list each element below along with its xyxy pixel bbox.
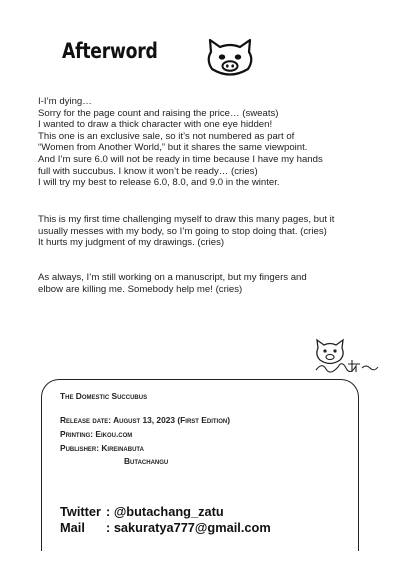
paragraph-line: “Women from Another World,” but it shares the same viewpoint. xyxy=(38,142,308,154)
publisher-info: Publisher: Kireinabuta xyxy=(60,442,144,453)
book-title: The Domestic Succubus xyxy=(60,391,148,401)
printing-info: Printing: Eikou.com xyxy=(60,428,133,439)
afterword-header xyxy=(62,36,262,86)
release-date: Release date: August 13, 2023 (First Edition) xyxy=(60,415,230,425)
paragraph-line: elbow are killing me. Somebody help me! (cries) xyxy=(38,283,243,295)
mail-label: Mail xyxy=(60,520,85,535)
paragraph-line: This one is an exclusive sale, so it’s not numbered as part of xyxy=(38,130,295,142)
mail-line xyxy=(60,520,271,536)
afterword-paragraph-1 xyxy=(38,96,323,189)
mail-address: : sakuratya777@gmail.com xyxy=(106,520,271,535)
paragraph-line: Sorry for the page count and raising the price… (sweats) xyxy=(38,107,279,119)
paragraph-line: full with succubus. I know it won’t be ready… (cries) xyxy=(38,165,258,177)
publisher-info-2: Butachangu xyxy=(124,456,169,467)
twitter-label: Twitter xyxy=(60,504,101,519)
paragraph-line: usually messes with my body, so I’m going to stop doing that. (cries) xyxy=(38,225,327,237)
paragraph-line: And I’m sure 6.0 will not be ready in time because I have my hands xyxy=(38,153,323,165)
twitter-line xyxy=(60,504,271,520)
paragraph-line: It hurts my judgment of my drawings. (cries) xyxy=(38,237,225,249)
pig-face-icon xyxy=(204,36,256,80)
pig-signature-icon xyxy=(312,336,382,378)
paragraph-line: This is my first time challenging myself to draw this many pages, but it xyxy=(38,214,335,225)
colophon-box xyxy=(41,379,359,551)
paragraph-line: I-I’m dying… xyxy=(38,96,92,107)
afterword-paragraph-2 xyxy=(38,214,334,249)
paragraph-line: As always, I’m still working on a manuscript, but my fingers and xyxy=(38,272,307,283)
twitter-handle: : @butachang_zatu xyxy=(106,504,224,519)
contact-info xyxy=(60,504,271,536)
paragraph-line: I will try my best to release 6.0, 8.0, and 9.0 in the winter. xyxy=(38,177,280,189)
paragraph-line: I wanted to draw a thick character with one eye hidden! xyxy=(38,119,273,131)
colophon-details xyxy=(60,414,230,469)
page-title: Afterword xyxy=(62,39,158,63)
afterword-paragraph-3 xyxy=(38,272,307,295)
